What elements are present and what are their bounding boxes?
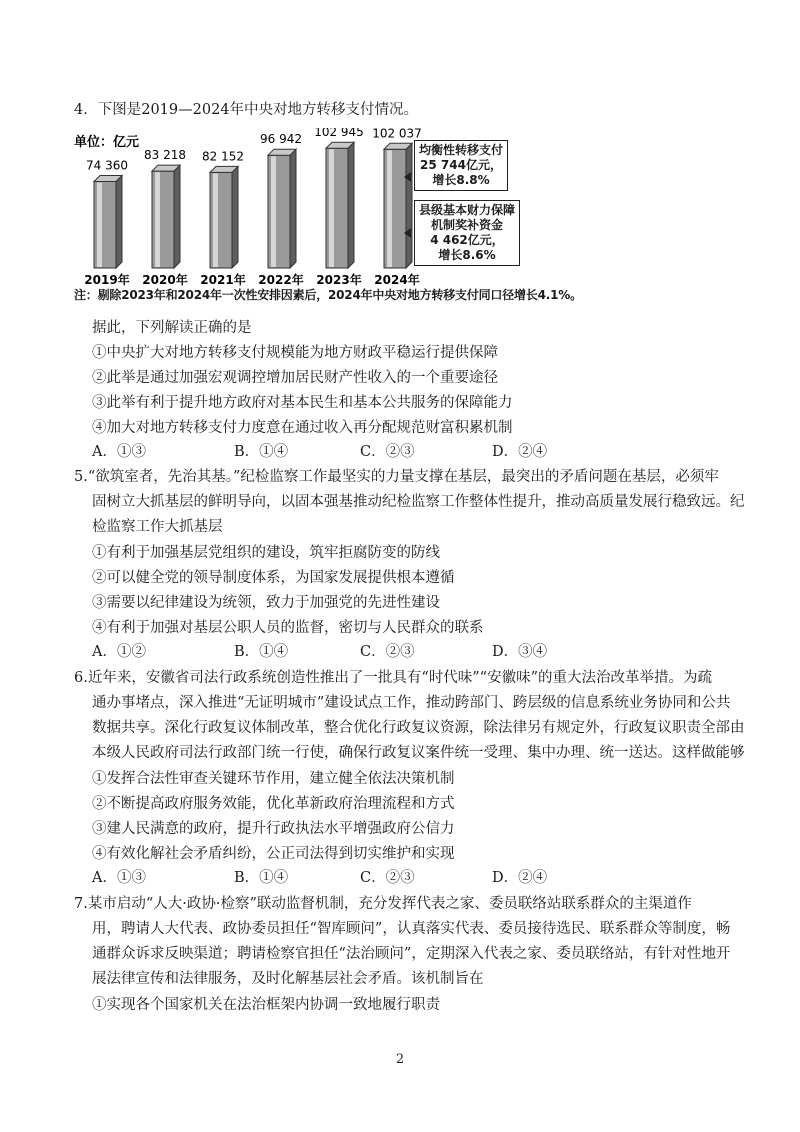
- q4-stem: 4．下图是2019—2024年中央对地方转移支付情况。: [74, 102, 419, 118]
- page-number: 2: [395, 1052, 405, 1067]
- q6-option-d: D．②④: [492, 870, 548, 886]
- q5-item-2: ②可以健全党的领导制度体系，为国家发展提供根本遵循: [92, 570, 455, 586]
- annotation-2-line-1: 县级基本财力保障: [418, 203, 515, 217]
- annotation-1-line-1: 均衡性转移支付: [418, 143, 503, 157]
- q7-stem-line-4: 展法律宣传和法律服务，及时化解基层社会矛盾。该机制旨在: [92, 971, 484, 987]
- value-label: 96 942: [260, 132, 302, 147]
- arrow-left-icon: [404, 228, 411, 238]
- q5-item-4: ④有利于加强对基层公职人员的监督，密切与人民群众的联系: [92, 620, 484, 636]
- bar-highlight: [97, 182, 102, 267]
- category-label: 2022年: [258, 273, 304, 287]
- value-label: 83 218: [144, 148, 186, 163]
- q5-stem-line-3: 检监察工作大抓基层: [92, 519, 223, 535]
- q6-item-2: ②不断提高政府服务效能，优化革新政府治理流程和方式: [92, 796, 455, 812]
- value-label: 74 360: [86, 158, 128, 173]
- arrow-left-icon: [404, 172, 411, 182]
- q4-item-3: ③此举有利于提升地方政府对基本民生和基本公共服务的保障能力: [92, 395, 513, 411]
- q4-option-c: C．②③: [360, 444, 415, 460]
- bar-side: [232, 166, 238, 268]
- q7-stem-line-3: 通群众诉求反映渠道；聘请检察官担任“法治顾问”，定期深入代表之家、委员联络站，有针对性地开: [92, 946, 731, 962]
- q6-option-b: B．①④: [234, 870, 289, 886]
- chart-unit-label: 单位：亿元: [74, 135, 140, 150]
- chart-note: 注：剔除2023年和2024年一次性安排因素后，2024年中央对地方转移支付同口径增长4.1%。: [74, 288, 582, 302]
- q4-option-a: A．①③: [92, 444, 146, 460]
- q4-option-d: D．②④: [492, 444, 548, 460]
- bar-side: [290, 149, 296, 268]
- bar-side: [406, 143, 412, 268]
- annotation-2-line-2: 机制奖补资金: [430, 218, 503, 232]
- category-label: 2024年: [374, 273, 420, 287]
- q7-stem-line-2: 用，聘请人大代表、政协委员担任“智库顾问”，认真落实代表、委员接待选民、联系群众等制度，畅: [92, 921, 731, 937]
- category-label: 2023年: [316, 273, 362, 287]
- category-label: 2020年: [142, 273, 188, 287]
- category-label: 2021年: [200, 273, 246, 287]
- q5-option-a: A．①②: [92, 644, 146, 660]
- q4-item-4: ④加大对地方转移支付力度意在通过收入再分配规范财富积累机制: [92, 420, 513, 436]
- bar-highlight: [155, 172, 160, 267]
- q4-option-b: B．①④: [234, 444, 289, 460]
- annotation-1-line-3: 增长8.8%: [432, 173, 490, 187]
- q4-lead: 据此，下列解读正确的是: [92, 320, 252, 336]
- value-label: 82 152: [202, 149, 244, 164]
- q4-item-1: ①中央扩大对地方转移支付规模能为地方财政平稳运行提供保障: [92, 345, 498, 361]
- q5-option-d: D．③④: [492, 644, 548, 660]
- q5-stem-line-1: 5.“欲筑室者，先治其基。”纪检监察工作最坚实的力量支撑在基层，最突出的矛盾问题在基层，必须牢: [74, 469, 719, 485]
- q6-option-a: A．①③: [92, 870, 146, 886]
- q6-stem-line-1: 6.近年来，安徽省司法行政系统创造性推出了一批具有“时代味”“安徽味”的重大法治改革举措。为疏: [74, 670, 712, 686]
- q6-stem-line-2: 通办事堵点，深入推进“无证明城市”建设试点工作，推动跨部门、跨层级的信息系统业务协同和公共: [92, 695, 731, 711]
- value-label: 102 037: [372, 128, 422, 141]
- q5-option-c: C．②③: [360, 644, 415, 660]
- q4-options: [92, 442, 548, 462]
- bar-highlight: [329, 149, 334, 267]
- annotation-box-1: [414, 140, 508, 191]
- q5-item-3: ③需要以纪律建设为统领，致力于加强党的先进性建设: [92, 595, 440, 611]
- q7-item-1: ①实现各个国家机关在法治框架内协调一致地履行职责: [92, 997, 440, 1013]
- bar-side: [348, 142, 354, 268]
- bar-highlight: [213, 173, 218, 267]
- annotation-1-line-2: 25 744亿元，: [420, 158, 502, 172]
- annotation-box-2: [414, 200, 520, 266]
- q6-stem-line-3: 数据共享。深化行政复议体制改革，整合优化行政复议资源，除法律另有规定外，行政复议职责全部由: [92, 720, 745, 736]
- category-label: 2019年: [84, 273, 130, 287]
- q4-item-2: ②此举是通过加强宏观调控增加居民财产性收入的一个重要途径: [92, 370, 498, 386]
- q6-item-3: ③建人民满意的政府，提升行政执法水平增强政府公信力: [92, 821, 455, 837]
- q5-stem-line-2: 固树立大抓基层的鲜明导向，以固本强基推动纪检监察工作整体性提升，推动高质量发展行稳致远。纪: [92, 494, 745, 510]
- value-label: 102 945: [314, 128, 364, 140]
- q6-item-1: ①发挥合法性审查关键环节作用，建立健全依法决策机制: [92, 771, 455, 787]
- q6-item-4: ④有效化解社会矛盾纠纷，公正司法得到切实维护和实现: [92, 846, 455, 862]
- q7-stem-line-1: 7.某市启动“人大·政协·检察”联动监督机制，充分发挥代表之家、委员联络站联系群众的主渠道作: [74, 896, 692, 912]
- bar-highlight: [387, 150, 392, 267]
- bar-side: [174, 165, 180, 268]
- annotation-2-line-3: 4 462亿元，: [430, 233, 504, 247]
- q5-option-b: B．①④: [234, 644, 289, 660]
- q6-option-c: C．②③: [360, 870, 415, 886]
- q5-options: [92, 642, 548, 662]
- annotation-2-line-4: 增长8.6%: [438, 248, 496, 262]
- q6-options: [92, 868, 548, 888]
- q6-stem-line-4: 本级人民政府司法行政部门统一行使，确保行政复议案件统一受理、集中办理、统一送达。这样做能够: [92, 745, 745, 761]
- bar-highlight: [271, 156, 276, 267]
- bar-side: [116, 175, 122, 268]
- q5-item-1: ①有利于加强基层党组织的建设，筑牢拒腐防变的防线: [92, 545, 440, 561]
